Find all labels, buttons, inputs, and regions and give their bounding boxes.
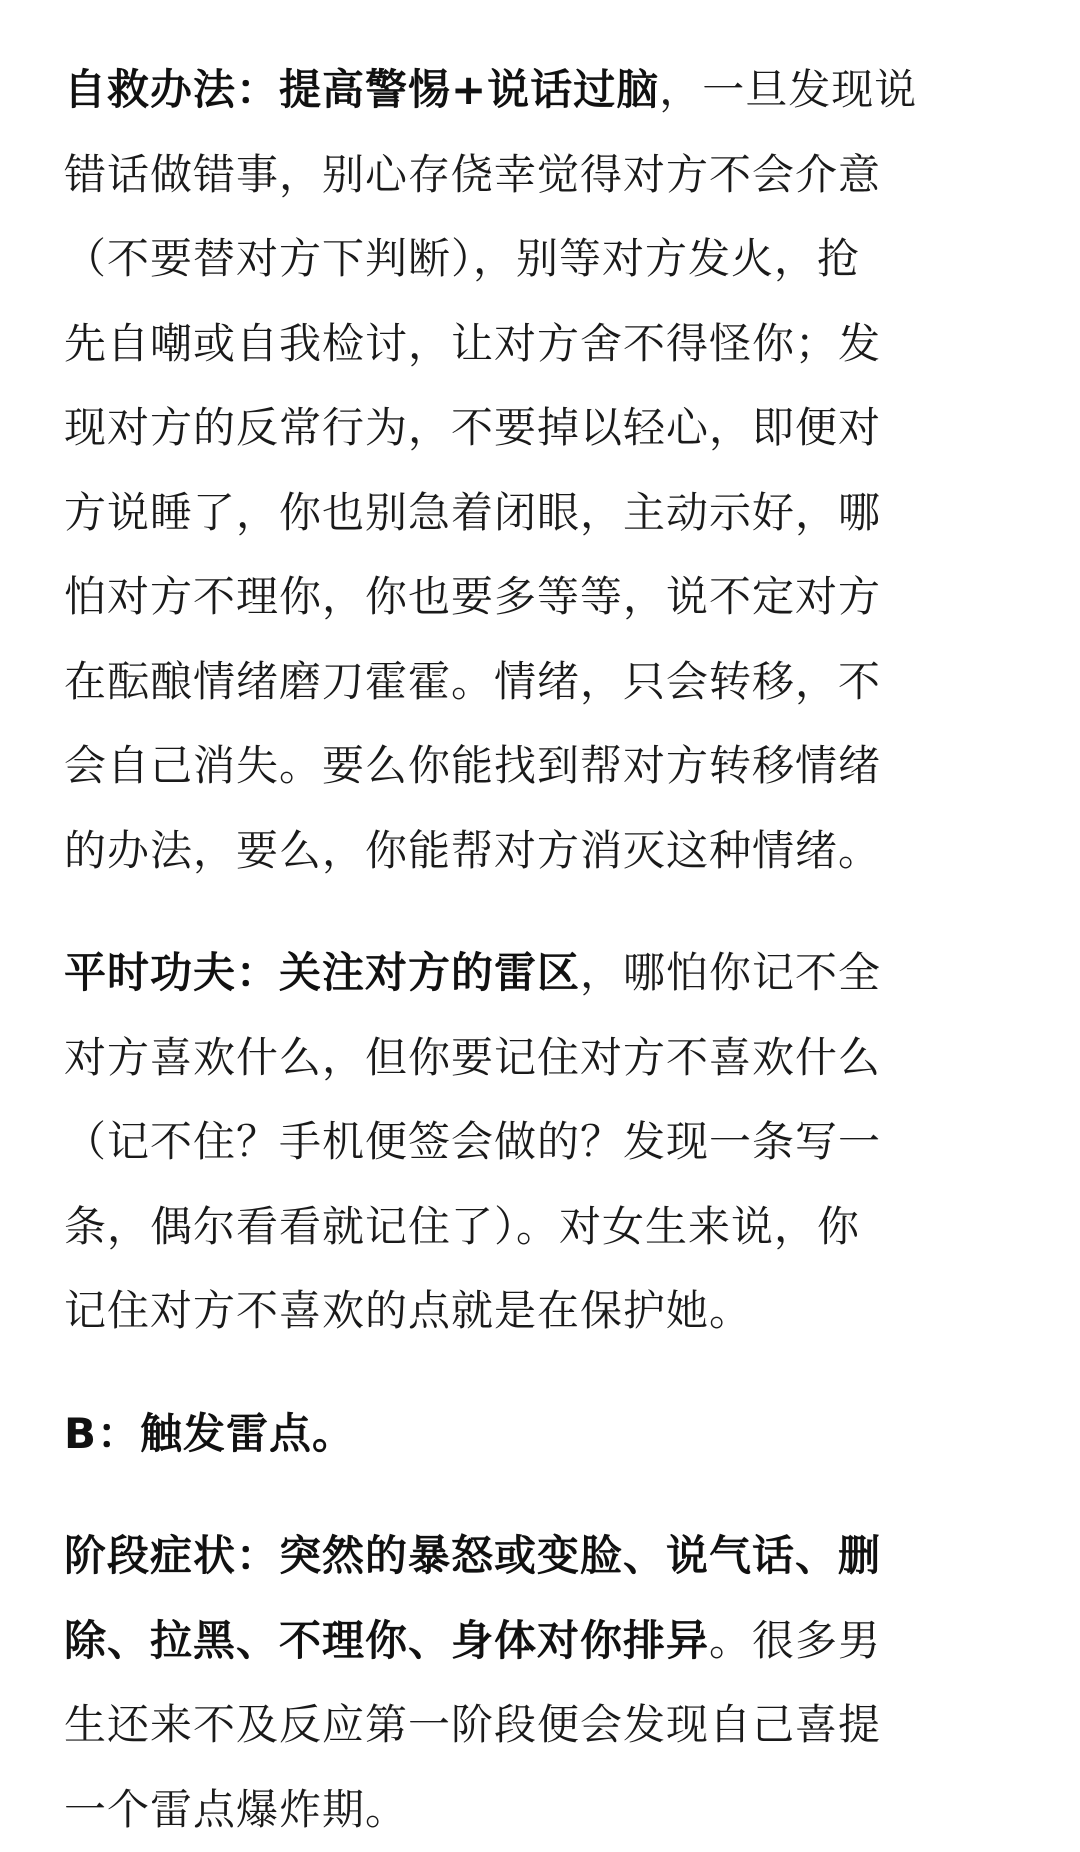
text-line: 的办法，要么，你能帮对方消灭这种情绪。 [64, 825, 882, 875]
text-line: 记住对方不喜欢的点就是在保护她。 [64, 1286, 753, 1335]
paragraph-self-rescue [64, 48, 1024, 893]
text-line: 先自嘲或自我检讨，让对方舍不得怪你；发 [64, 318, 882, 368]
text-line [64, 1599, 1024, 1684]
text-line: 会自己消失。要么你能找到帮对方转移情绪 [64, 741, 882, 790]
text-line: 一个雷点爆炸期。 [64, 1784, 409, 1834]
article-body [64, 48, 1024, 1852]
text-line [64, 48, 1024, 133]
text-run: ，一旦发现说 [659, 65, 918, 114]
text-line: 在酝酿情绪磨刀霍霍。情绪，只会转移，不 [64, 656, 882, 706]
bold-text: 除、拉黑、不理你、身体对你排异 [64, 1615, 710, 1665]
paragraph-stage-symptoms [64, 1514, 1024, 1852]
paragraph-daily-effort [64, 931, 1024, 1354]
paragraph-section-b [64, 1392, 1024, 1477]
text-line: （不要替对方下判断），别等对方发火，抢 [64, 234, 861, 283]
text-run: ，哪怕你记不全 [580, 948, 882, 997]
text-line [64, 931, 1024, 1016]
text-line [64, 1514, 1024, 1599]
bold-heading: 阶段症状：突然的暴怒或变脸、说气话、删 [64, 1531, 882, 1580]
text-line: 生还来不及反应第一阶段便会发现自己喜提 [64, 1700, 882, 1749]
bold-heading: 平时功夫：关注对方的雷区 [64, 948, 581, 997]
text-line: 怕对方不理你，你也要多等等，说不定对方 [64, 572, 882, 621]
section-heading: B：触发雷点。 [64, 1408, 356, 1458]
text-run: 。很多男 [709, 1615, 882, 1665]
text-line: 条，偶尔看看就记住了）。对女生来说，你 [64, 1201, 861, 1251]
text-line: 错话做错事，别心存侥幸觉得对方不会介意 [64, 149, 882, 199]
text-line [64, 1392, 1024, 1477]
text-line: 现对方的反常行为，不要掉以轻心，即便对 [64, 403, 882, 452]
text-line: 方说睡了，你也别急着闭眼，主动示好，哪 [64, 487, 882, 537]
text-line: 对方喜欢什么，但你要记住对方不喜欢什么 [64, 1032, 882, 1082]
text-line: （记不住？手机便签会做的？发现一条写一 [64, 1117, 882, 1166]
bold-heading: 自救办法：提高警惕+说话过脑 [64, 65, 660, 114]
